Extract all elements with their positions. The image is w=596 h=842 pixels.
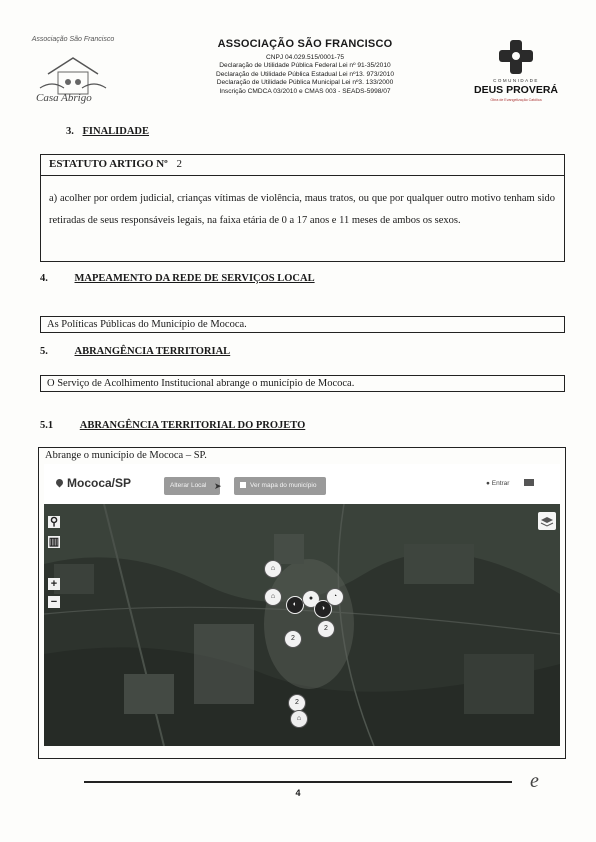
login-link[interactable] (486, 480, 509, 487)
letterhead-title: ASSOCIAÇÃO SÃO FRANCISCO (217, 38, 393, 50)
cluster-marker[interactable]: 2 (284, 630, 302, 648)
view-map-label: Ver mapa do município (250, 482, 317, 489)
service-marker-icon[interactable]: ◐ (286, 596, 304, 614)
user-icon: ● (486, 480, 490, 487)
change-location-label: Alterar Local (170, 482, 207, 489)
pin-icon (55, 478, 65, 488)
page-number: 4 (295, 788, 301, 798)
logo-tiny-text: Obra de Evangelização Católica (490, 98, 542, 102)
section-title: FINALIDADE (82, 126, 150, 137)
section-5-1-heading (40, 420, 305, 431)
projeto-caption: Abrange o município de Mococa – SP. (45, 450, 207, 461)
zoom-in-button[interactable]: + (48, 578, 60, 590)
zoom-out-button[interactable]: − (48, 596, 60, 608)
app-brand-label: Mococa/SP (67, 476, 132, 490)
home-marker-icon[interactable]: ⌂ (290, 710, 308, 728)
letterhead-line: Declaração de Utilidade Pública Federal Lei nº 91-35/2010 (219, 62, 391, 70)
app-brand[interactable] (56, 476, 131, 490)
login-label: Entrar (491, 480, 510, 487)
logo-caption: Casa Abrigo (36, 92, 92, 104)
section-number: 4. (40, 273, 48, 284)
cross-hands-icon (496, 38, 536, 76)
abrangencia-box: O Serviço de Acolhimento Institucional abrange o município de Mococa. (40, 375, 565, 392)
logo-big-text: DEUS PROVERÁ (473, 84, 558, 96)
pin-control-icon[interactable]: ⚲ (49, 516, 59, 528)
estatuto-box (40, 154, 565, 262)
section-5-heading (40, 346, 230, 357)
map-control-icon[interactable]: ▥ (48, 536, 60, 548)
section-title: MAPEAMENTO DA REDE DE SERVIÇOS LOCAL (74, 273, 315, 284)
section-4-heading (40, 273, 315, 284)
service-marker-icon[interactable]: ◔ (326, 588, 344, 606)
locate-arrow-icon[interactable]: ➤ (214, 481, 222, 491)
section-title: ABRANGÊNCIA TERRITORIAL (74, 346, 231, 357)
letterhead-line: Declaração de Utilidade Pública Estadual Lei nº13. 973/2010 (216, 70, 394, 78)
layers-icon[interactable] (538, 512, 556, 530)
map-app-screenshot (44, 464, 560, 746)
map-app-topbar (44, 464, 560, 506)
estatuto-number: 2 (176, 158, 183, 170)
section-number: 5. (40, 346, 48, 357)
cluster-marker[interactable]: 2 (288, 694, 306, 712)
section-number: 3. (66, 126, 74, 137)
change-location-button[interactable] (164, 477, 220, 495)
servicos-box: As Políticas Públicas do Município de Mococa. (40, 316, 565, 333)
service-marker-icon[interactable]: ● (302, 590, 320, 608)
deus-provera-logo (466, 38, 566, 110)
letterhead-line: CNPJ 04.029.515/0001-75 (265, 54, 345, 61)
divider (41, 175, 564, 176)
handwritten-initial: e (530, 770, 539, 792)
checkbox-icon (240, 482, 246, 488)
layers-glyph (538, 512, 556, 530)
estatuto-label: ESTATUTO ARTIGO Nº (49, 158, 168, 170)
casa-abrigo-logo (18, 36, 128, 108)
view-municipality-map-button[interactable] (234, 477, 326, 495)
section-3-heading (66, 126, 149, 137)
cluster-marker[interactable]: 2 (317, 620, 335, 638)
logo-small-text: COMUNIDADE (493, 78, 539, 83)
section-title: ABRANGÊNCIA TERRITORIAL DO PROJETO (79, 420, 306, 431)
institution-marker-icon[interactable]: ⌂ (264, 560, 282, 578)
footer-rule (84, 781, 512, 783)
satellite-map[interactable] (44, 504, 560, 746)
estatuto-text: a) acolher por ordem judicial, crianças vítimas de violência, maus tratos, ou que por qualquer outro motivo tenham sido retiradas de seus responsáveis legais, na faixa etária de 0 a 17 anos e 11 meses de ambos os sexos. (49, 193, 555, 226)
letterhead-line: Declaração de Utilidade Pública Municipal Lei nº3. 133/2000 (216, 79, 394, 87)
service-marker-icon[interactable]: ◑ (314, 600, 332, 618)
institution-marker-icon[interactable]: ⌂ (264, 588, 282, 606)
mail-icon[interactable] (524, 479, 534, 486)
letterhead (160, 38, 450, 96)
estatuto-header (41, 155, 564, 174)
section-number: 5.1 (40, 420, 54, 431)
letterhead-line: Inscrição CMDCA 03/2010 e CMAS 003 - SEADS-5998/07 (219, 87, 391, 95)
logo-org-name: Associação São Francisco (31, 36, 115, 43)
